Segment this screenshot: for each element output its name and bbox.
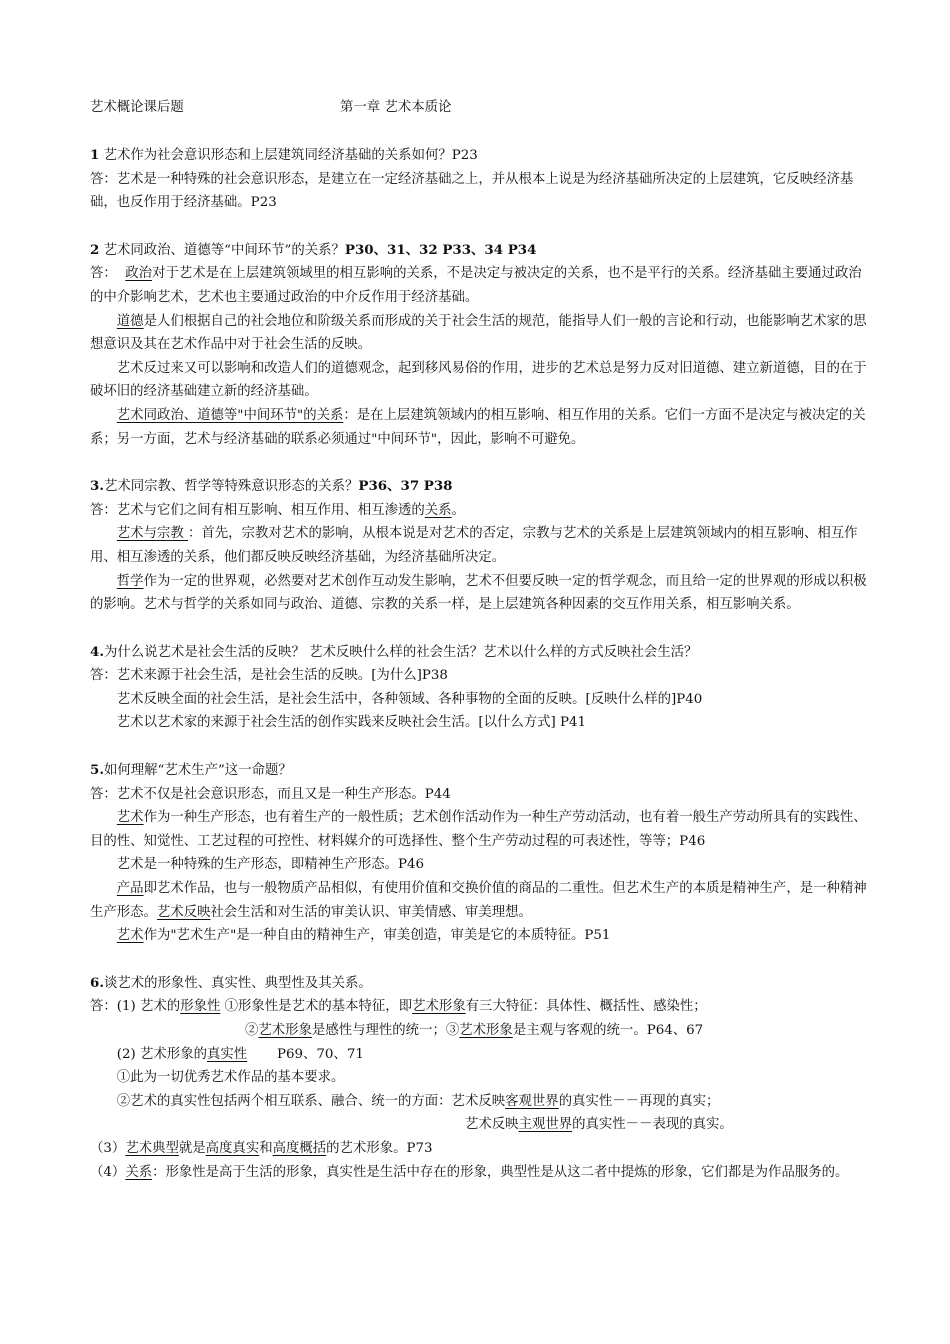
- key-term: 艺术形象: [459, 1023, 513, 1038]
- answer-text: 和: [259, 1140, 273, 1156]
- answer-6-line-3: [90, 1043, 870, 1067]
- question-number: 4.: [90, 643, 104, 660]
- answer-text: （4）: [90, 1164, 126, 1180]
- answer-6-line-7: [90, 1137, 870, 1161]
- question-6: [90, 972, 870, 996]
- answer-5-para-3: 艺术是一种特殊的生产形态，即精神生产形态。P46: [116, 857, 425, 873]
- key-term: 主观世界: [518, 1117, 573, 1133]
- answer-5-para-4: [90, 877, 870, 924]
- answer-2-para-2: [90, 310, 870, 357]
- key-term: 哲学: [116, 573, 144, 589]
- answer-2-para-3: 艺术反过来又可以影响和改造人们的道德观念，起到移风易俗的作用，进步的艺术总是努力反对旧道德、建立新道德，目的在于破坏旧的经济基础建立新的经济基础。: [90, 360, 867, 400]
- answer-text: (2) 艺术形象的: [116, 1046, 207, 1062]
- answer-3-para-3: [90, 570, 870, 617]
- key-term: 政治: [125, 266, 153, 282]
- question-text: 艺术同政治、道德等“中间环节”的关系？: [99, 242, 345, 258]
- answer-text: 是感性与理性的统一；③: [311, 1023, 460, 1038]
- answer-text: ②: [245, 1023, 259, 1038]
- question-text: 为什么说艺术是社会生活的反映？ 艺术反映什么样的社会生活？艺术以什么样的方式反映社会生活？: [103, 644, 698, 660]
- key-term: 真实性: [206, 1046, 248, 1062]
- answer-text: ：形象性是高于生活的形象，真实性是生活中存在的形象，典型性是从这二者中提炼的形象，它们都是为作品服务的。: [152, 1164, 849, 1180]
- page-refs: P36、37 P38: [358, 478, 453, 495]
- answer-5-para-1: 答：艺术不仅是社会意识形态，而且又是一种生产形态。P44: [90, 786, 451, 802]
- answer-text: ：是在上层建筑领域内的相互影响、相互作用的关系。它们一方面不是决定与被决定的关系；另一方面，艺术与经济基础的联系必须通过"中间环节"，因此，影响不可避免。: [90, 407, 866, 447]
- answer-6-line-2: [90, 1019, 870, 1043]
- answer-4-para-2: 艺术反映全面的社会生活，是社会生活中，各种领域、各种事物的全面的反映。[反映什么样的]P40: [116, 691, 703, 707]
- key-term: 产品: [116, 881, 144, 897]
- answer-text: 作为一定的世界观，必然要对艺术创作互动发生影响，艺术不但要反映一定的哲学观念，而且给一定的世界观的形成以积极的影响。艺术与哲学的关系如同与政治、道德、宗教的关系一样，是上层建筑各种因素的交互作用关系，相互影响关系。: [90, 573, 867, 613]
- key-term: 高度真实: [205, 1140, 260, 1156]
- answer-text: 是主观与客观的统一。P64、67: [512, 1023, 704, 1038]
- answer-5-para-2: [90, 806, 870, 853]
- answer-text: ：首先，宗教对艺术的影响，从根本说是对艺术的否定，宗教与艺术的关系是上层建筑领域内的相互影响、相互作用、相互渗透的关系，他们都反映反映经济基础，为经济基础所决定。: [90, 526, 858, 565]
- key-term: 关系: [424, 502, 452, 518]
- chapter-title: 第一章 艺术本质论: [340, 100, 452, 115]
- question-5: [90, 759, 870, 783]
- answer-1: 答：艺术是一种特殊的社会意识形态，是建立在一定经济基础之上，并从根本上说是为经济基础所决定的上层建筑，它反映经济基础，也反作用于经济基础。P23: [90, 171, 854, 211]
- question-number: 3.: [90, 478, 104, 495]
- key-term: 形象性: [180, 999, 221, 1015]
- question-text: 艺术同宗教、哲学等特殊意识形态的关系？: [103, 479, 359, 495]
- answer-6-line-8: [90, 1161, 870, 1185]
- answer-text: 对于艺术是在上层建筑领域里的相互影响的关系，不是决定与被决定的关系，也不是平行的关系。经济基础主要通过政治的中介影响艺术，艺术也主要通过政治的中介反作用于经济基础。: [90, 266, 862, 305]
- answer-text: P69、70、71: [247, 1046, 364, 1062]
- question-number: 1: [90, 147, 100, 163]
- key-term: 高度概括: [272, 1140, 327, 1156]
- answer-text: ②艺术的真实性包括两个相互联系、融合、统一的方面：艺术反映: [116, 1093, 506, 1109]
- answer-text: 就是: [178, 1140, 206, 1156]
- answer-4-para-3: 艺术以艺术家的来源于社会生活的创作实践来反映社会生活。[以什么方式] P41: [116, 715, 587, 731]
- answer-text: 是人们根据自己的社会地位和阶级关系而形成的关于社会生活的规范，能指导人们一般的言论和行动，也能影响艺术家的思想意识及其在艺术作品中对于社会生活的反映。: [90, 313, 867, 353]
- answer-prefix: 答：: [90, 266, 126, 282]
- answer-4-para-1: 答：艺术来源于社会生活，是社会生活的反映。[为什么]P38: [90, 668, 448, 684]
- answer-text: 艺术反映: [465, 1117, 519, 1133]
- question-1: [90, 144, 870, 168]
- question-number: 2: [90, 241, 100, 258]
- answer-5-para-5: [90, 924, 870, 948]
- key-term: 艺术同政治、道德等"中间环节"的关系: [116, 407, 344, 423]
- answer-text: 即艺术作品，也与一般物质产品相似，有使用价值和交换价值的商品的二重性。但艺术生产的本质是精神生产，是一种精神生产形态。: [90, 881, 867, 920]
- key-term: 艺术与宗教: [116, 526, 189, 542]
- key-term: 艺术: [116, 928, 144, 944]
- question-text: 谈艺术的形象性、真实性、典型性及其关系。: [103, 975, 372, 991]
- key-term: 关系: [125, 1164, 153, 1180]
- key-term: 艺术典型: [125, 1140, 179, 1156]
- key-term: 客观世界: [505, 1093, 559, 1109]
- answer-6-line-5: [90, 1090, 870, 1114]
- question-number: 5.: [90, 762, 104, 779]
- question-text: 艺术作为社会意识形态和上层建筑同经济基础的关系如何？P23: [99, 148, 478, 163]
- question-number: 6.: [90, 974, 104, 991]
- answer-text: 的真实性－－再现的真实；: [558, 1093, 720, 1109]
- answer-3-para-2: [90, 522, 870, 569]
- answer-6-line-1: [90, 995, 870, 1019]
- answer-6-line-6: [90, 1113, 870, 1137]
- key-term: 艺术形象: [258, 1023, 312, 1038]
- answer-text: 作为"艺术生产"是一种自由的精神生产，审美创造，审美是它的本质特征。P51: [143, 928, 611, 944]
- answer-text: 答：(1) 艺术的: [90, 999, 181, 1015]
- answer-3-para-1: [90, 499, 870, 523]
- answer-2-para-1: [90, 262, 870, 309]
- answer-2-para-4: [90, 404, 870, 451]
- document-page: [90, 96, 870, 1184]
- answer-text: （3）: [90, 1140, 126, 1156]
- question-text: 如何理解“艺术生产”这一命题？: [103, 763, 292, 779]
- answer-text: 社会生活和对生活的审美认识、审美情感、审美理想。: [210, 904, 532, 920]
- key-term: 艺术反映: [156, 904, 211, 920]
- answer-text: 有三大特征：具体性、概括性、感染性；: [465, 999, 707, 1015]
- key-term: 道德: [116, 313, 144, 329]
- page-header: [90, 96, 870, 120]
- key-term: 艺术: [116, 810, 144, 826]
- course-title: 艺术概论课后题: [90, 100, 184, 115]
- page-refs: P30、31、32 P33、34 P34: [344, 241, 537, 258]
- answer-text: 。: [451, 502, 465, 518]
- key-term: 艺术形象: [412, 999, 466, 1015]
- answer-text: 的艺术形象。P73: [326, 1140, 433, 1156]
- answer-text: ①形象性是艺术的基本特征，即: [220, 999, 413, 1015]
- question-3: [90, 475, 870, 499]
- question-2: [90, 239, 870, 263]
- question-4: [90, 641, 870, 665]
- answer-6-line-4: ①此为一切优秀艺术作品的基本要求。: [116, 1070, 345, 1086]
- answer-text: 答：艺术与它们之间有相互影响、相互作用、相互渗透的: [90, 502, 425, 518]
- answer-text: 的真实性－－表现的真实。: [572, 1117, 733, 1133]
- answer-text: 作为一种生产形态，也有着生产的一般性质；艺术创作活动作为一种生产劳动活动，也有着一般生产劳动所具有的实践性、目的性、知觉性、工艺过程的可控性、材料媒介的可选择性、整个生产劳动过程的可表述性，等等；P46: [90, 810, 867, 849]
